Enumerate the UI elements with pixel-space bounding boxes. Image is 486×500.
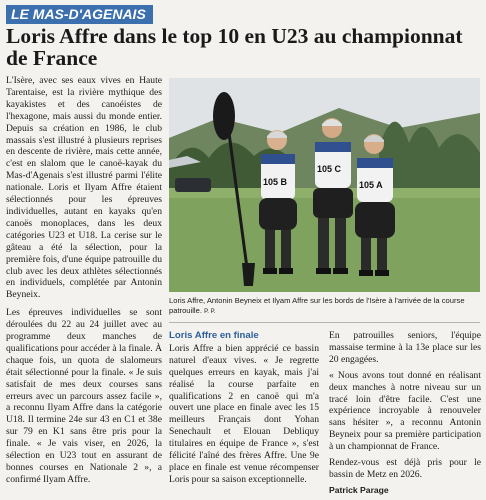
bib-middle: 105 C (317, 164, 342, 174)
subheading-final: Loris Affre en finale (169, 330, 259, 341)
article-photo (169, 78, 480, 292)
paragraph-patrouilles: En patrouilles seniors, l'équipe massaise termine à la 13e place sur les 20 engagées. (329, 330, 481, 365)
paragraph-final: Loris Affre a bien apprécié ce bassin naturel d'eaux vives. « Je regrette quelques erreurs en kayak, mais j'ai réalisé la course parfaite en qualifications 2 en canoë qui m'a ouvert une place en finale avec les 15 meilleurs Français dont Yohan Senechault et Elouan Debliquy titulaires en équipe de France », s'est félicité l'aîné des frères Affre. Une 9e place en finale est venue récompenser Loris pour sa saison exceptionnelle. (169, 342, 319, 485)
paragraph-quote-beyneix: « Nous avons tout donné en réalisant deux manches à notre niveau sur un tracé loin d'être facile. C'est une expérience incroyable à renouveler sans hésiter », a reconnu Antonin Beyneix pour sa première participation à un championnat de France. (329, 369, 481, 453)
paragraph-metz: Rendez-vous est déjà pris pour le bassin de Metz en 2026. (329, 457, 481, 480)
photo-credit: P. P. (204, 309, 216, 315)
column-middle (169, 330, 319, 490)
caption-divider (169, 322, 480, 323)
caption-text: Loris Affre, Antonin Beyneix et Ilyam Affre sur les bords de l'Isère à l'arrivée de la course patrouille. (169, 296, 465, 315)
photo-caption (169, 296, 480, 317)
paragraph-individual-events: Les épreuves individuelles se sont déroulées du 22 au 24 juillet avec au programme deux manches de qualifications pour accéder à la finale. À chaque fois, un quota de slalomeurs était sélectionné pour la finale. « Je suis satisfait de mes deux courses sans erreurs avec un parcours assez facile », a reconnu Ilyam Affre dans la catégorie U18. Il termine 24e sur 43 en C1 et 38e sur 79 en K1 sans être pris pour la finale. « Je vais viser, en 2026, la sélection en U23 tout en assurant de bonnes courses en Nationale 2 », a confirmé Ilyam Affre. (6, 307, 162, 485)
photo-illustration (169, 78, 480, 292)
bib-right: 105 A (359, 180, 383, 190)
column-right (329, 330, 481, 497)
section-rubric: LE MAS-D'AGENAIS (6, 5, 153, 24)
author-signature: Patrick Parage (329, 484, 389, 495)
column-left (6, 75, 162, 492)
bib-left: 105 B (263, 177, 288, 187)
photo-car (175, 178, 211, 192)
paragraph-intro: L'Isère, avec ses eaux vives en Haute Tarentaise, est la rivière mythique des kayakistes et des canoéistes de l'hexagone, mais aussi du monde entier. Depuis sa création en 1986, le club massais s'est illustré à plusieurs reprises en descente de rivière, mais cette année, c'est en slalom que le canoë-kayak du Mas-d'Agenais s'est illustré parmi l'élite nationale. Loris et Ilyam Affre étaient sélectionnés pour les épreuves individuelles, autant en kayaks qu'en canoës monoplaces, dans les deux catégories U23 et U18. La cerise sur le gâteau a été la sélection, pour la première fois, d'une équipe patrouille du club avec les deux athlètes sélectionnés en individuels, complétée par Antonin Beyneix. (6, 75, 162, 301)
photo-paddle-blade (213, 92, 235, 140)
article-headline: Loris Affre dans le top 10 en U23 au championnat de France (6, 24, 463, 70)
